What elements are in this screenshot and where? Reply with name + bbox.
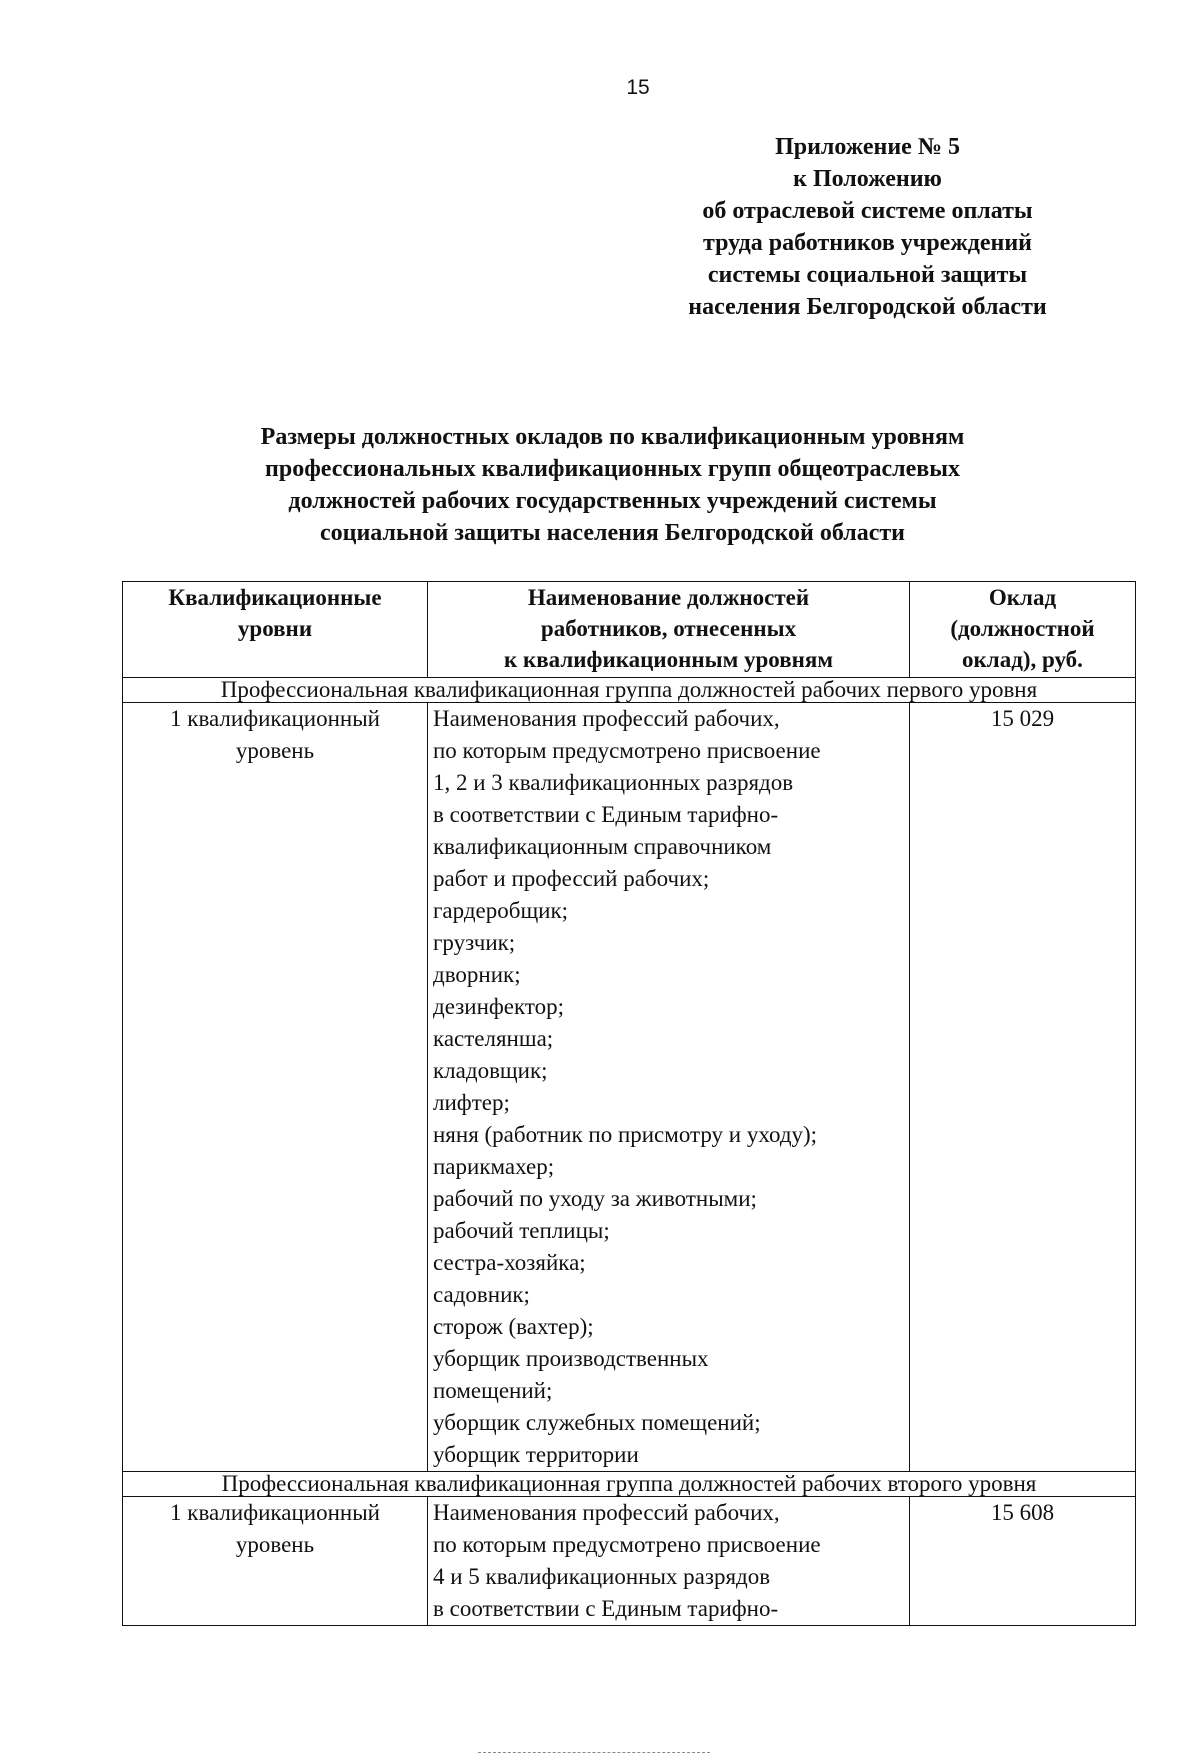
- positions-cell: [428, 703, 910, 1472]
- title-line: профессиональных квалификационных групп общеотраслевых: [265, 456, 960, 482]
- header-level: [123, 582, 428, 678]
- header-line: к квалификационным уровням: [504, 647, 833, 672]
- salary-table: [122, 581, 1136, 1626]
- position-line: рабочий по уходу за животными;: [433, 1186, 757, 1211]
- table-row: [123, 1497, 1136, 1626]
- group-row: [123, 678, 1136, 703]
- appendix-line: к Положению: [793, 166, 942, 192]
- appendix-header: [600, 131, 1135, 323]
- level-line: 1 квалификационный: [170, 1500, 380, 1525]
- position-line: в соответствии с Единым тарифно-: [433, 802, 779, 827]
- position-line: 4 и 5 квалификационных разрядов: [433, 1564, 771, 1589]
- header-line: оклад), руб.: [962, 647, 1083, 672]
- salary-cell: 15 608: [910, 1497, 1136, 1626]
- position-line: кастелянша;: [433, 1026, 554, 1051]
- level-cell: [123, 1497, 428, 1626]
- position-line: сестра-хозяйка;: [433, 1250, 586, 1275]
- group-name: Профессиональная квалификационная группа должностей рабочих первого уровня: [123, 678, 1136, 703]
- position-line: сторож (вахтер);: [433, 1314, 594, 1339]
- group-name: Профессиональная квалификационная группа должностей рабочих второго уровня: [123, 1472, 1136, 1497]
- level-cell: [123, 703, 428, 1472]
- title-line: Размеры должностных окладов по квалификационным уровням: [260, 424, 965, 450]
- footer-rule: [478, 1752, 710, 1753]
- positions-cell: [428, 1497, 910, 1626]
- position-line: дворник;: [433, 962, 521, 987]
- position-line: по которым предусмотрено присвоение: [433, 738, 821, 763]
- salary-cell: 15 029: [910, 703, 1136, 1472]
- header-line: Наименование должностей: [527, 585, 810, 610]
- page-number: 15: [626, 76, 650, 99]
- position-line: гардеробщик;: [433, 898, 569, 923]
- header-line: (должностной: [950, 616, 1095, 641]
- position-line: уборщик территории: [433, 1442, 639, 1467]
- position-line: Наименования профессий рабочих,: [433, 706, 780, 731]
- position-line: в соответствии с Единым тарифно-: [433, 1596, 779, 1621]
- position-line: грузчик;: [433, 930, 516, 955]
- position-line: квалификационным справочником: [433, 834, 772, 859]
- header-positions: [428, 582, 910, 678]
- position-line: садовник;: [433, 1282, 530, 1307]
- title-line: социальной защиты населения Белгородской области: [320, 520, 905, 546]
- appendix-line: населения Белгородской области: [688, 294, 1047, 320]
- table-row: [123, 703, 1136, 1472]
- position-line: дезинфектор;: [433, 994, 565, 1019]
- level-line: уровень: [235, 1532, 315, 1557]
- level-line: уровень: [235, 738, 315, 763]
- title-line: должностей рабочих государственных учреждений системы: [288, 488, 937, 514]
- level-line: 1 квалификационный: [170, 706, 380, 731]
- appendix-line: об отраслевой системе оплаты: [702, 198, 1033, 224]
- table-header-row: [123, 582, 1136, 678]
- position-line: уборщик производственных: [433, 1346, 709, 1371]
- group-row: [123, 1472, 1136, 1497]
- position-line: кладовщик;: [433, 1058, 548, 1083]
- position-line: лифтер;: [433, 1090, 510, 1115]
- appendix-line: Приложение № 5: [775, 134, 960, 160]
- position-line: работ и профессий рабочих;: [433, 866, 710, 891]
- appendix-line: системы социальной защиты: [707, 262, 1028, 288]
- position-line: уборщик служебных помещений;: [433, 1410, 761, 1435]
- position-line: рабочий теплицы;: [433, 1218, 610, 1243]
- appendix-line: труда работников учреждений: [703, 230, 1032, 256]
- position-line: помещений;: [433, 1378, 553, 1403]
- header-salary: [910, 582, 1136, 678]
- header-line: работников, отнесенных: [540, 616, 797, 641]
- position-line: Наименования профессий рабочих,: [433, 1500, 780, 1525]
- header-line: Оклад: [988, 585, 1057, 610]
- position-line: по которым предусмотрено присвоение: [433, 1532, 821, 1557]
- document-title: [150, 421, 1075, 549]
- position-line: парикмахер;: [433, 1154, 555, 1179]
- header-line: Квалификационные: [168, 585, 382, 610]
- position-line: няня (работник по присмотру и уходу);: [433, 1122, 818, 1147]
- position-line: 1, 2 и 3 квалификационных разрядов: [433, 770, 794, 795]
- header-line: уровни: [237, 616, 313, 641]
